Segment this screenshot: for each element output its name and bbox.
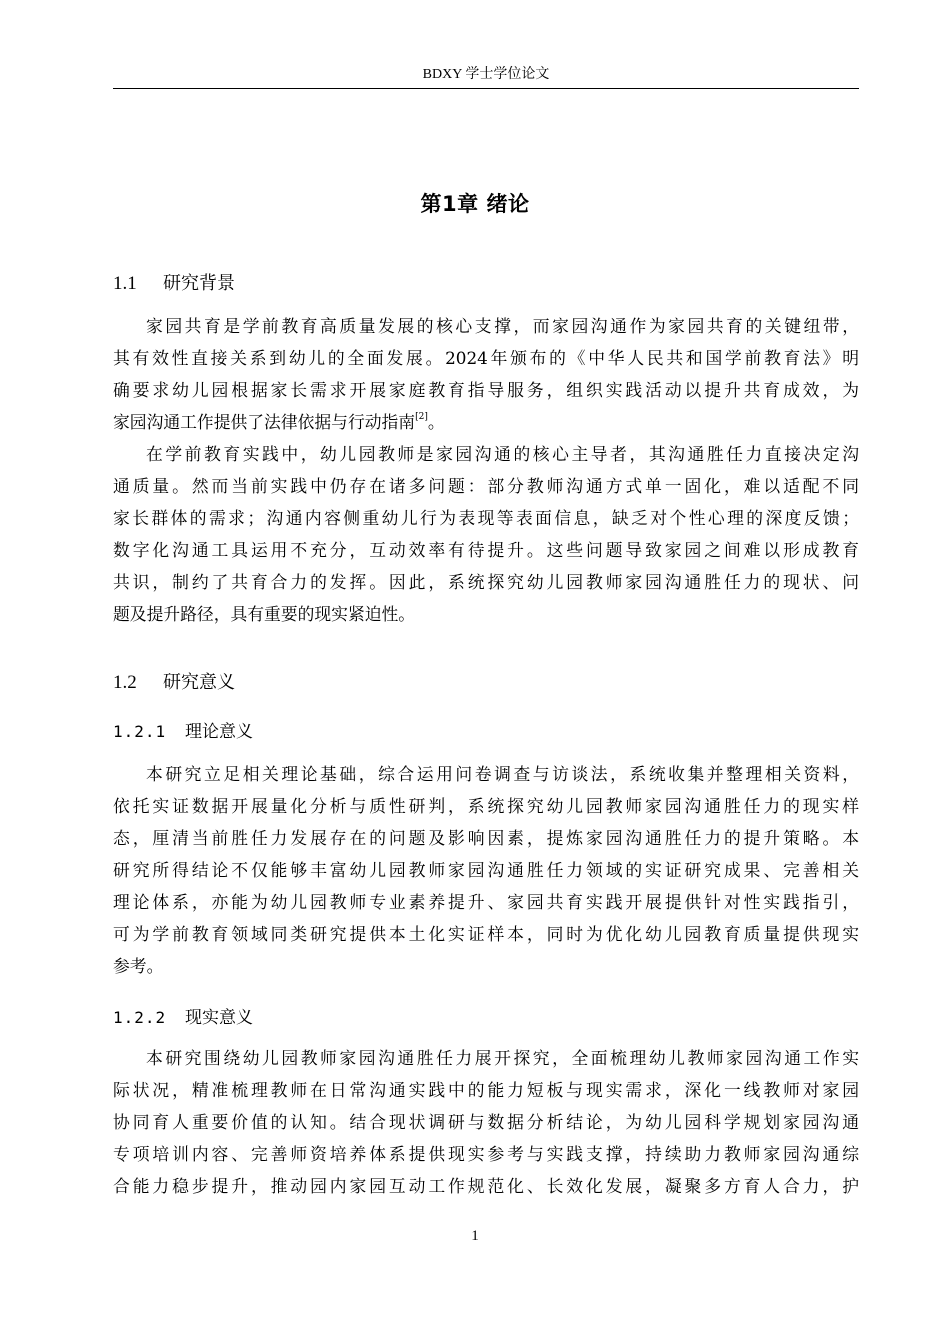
running-header xyxy=(113,66,859,89)
subsection-title: 现实意义 xyxy=(185,1008,253,1028)
paragraph-line: 依托实证数据开展量化分析与质性研判，系统探究幼儿园教师家园沟通胜任力的现实样 xyxy=(113,796,859,816)
page-number: 1 xyxy=(471,1228,479,1244)
subsection-number: 1.2.1 xyxy=(113,722,167,741)
paragraph-text: 家园沟通工作提供了法律依据与行动指南 xyxy=(113,412,416,432)
subsection-number: 1.2.2 xyxy=(113,1008,167,1027)
paragraph-line: 研究所得结论不仅能够丰富幼儿园教师家园沟通胜任力领域的实证研究成果、完善相关 xyxy=(113,860,859,880)
section-heading-1-1 xyxy=(113,270,235,296)
section-number: 1.2 xyxy=(113,672,137,693)
running-header-text: BDXY 学士学位论文 xyxy=(422,67,550,82)
paragraph-line: 合能力稳步提升，推动园内家园互动工作规范化、长效化发展，凝聚多方育人合力，护 xyxy=(113,1176,859,1196)
subsection-heading-1-2-2 xyxy=(113,1006,253,1030)
paragraph-line: 际状况，精准梳理教师在日常沟通实践中的能力短板与现实需求，深化一线教师对家园 xyxy=(113,1080,859,1100)
paragraph-line: 态，厘清当前胜任力发展存在的问题及影响因素，提炼家园沟通胜任力的提升策略。本 xyxy=(113,828,859,848)
paragraph-line xyxy=(113,406,859,438)
paragraph-line: 题及提升路径，具有重要的现实紧迫性。 xyxy=(113,604,416,624)
subsection-title: 理论意义 xyxy=(185,722,253,742)
chapter-title: 第1章 绪论 xyxy=(420,192,530,216)
section-heading-1-2 xyxy=(113,669,235,695)
paragraph-line: 专项培训内容、完善师资培养体系提供现实参考与实践支撑，持续助力教师家园沟通综 xyxy=(113,1144,859,1164)
paragraph-line: 其有效性直接关系到幼儿的全面发展。2024年颁布的《中华人民共和国学前教育法》明 xyxy=(113,348,859,368)
paragraph-line: 本研究围绕幼儿园教师家园沟通胜任力展开探究，全面梳理幼儿教师家园沟通工作实 xyxy=(146,1048,859,1068)
paragraph-line: 通质量。然而当前实践中仍存在诸多问题：部分教师沟通方式单一固化，难以适配不同 xyxy=(113,476,859,496)
section-number: 1.1 xyxy=(113,273,137,294)
paragraph-line: 确要求幼儿园根据家长需求开展家庭教育指导服务，组织实践活动以提升共育成效，为 xyxy=(113,380,859,400)
section-title: 研究背景 xyxy=(163,273,235,294)
paragraph-line: 家园共育是学前教育高质量发展的核心支撑，而家园沟通作为家园共育的关键纽带， xyxy=(146,316,859,336)
paragraph-line: 在学前教育实践中，幼儿园教师是家园沟通的核心主导者，其沟通胜任力直接决定沟 xyxy=(146,444,859,464)
paragraph-line: 本研究立足相关理论基础，综合运用问卷调查与访谈法，系统收集并整理相关资料， xyxy=(146,764,859,784)
paragraph-line: 参考。 xyxy=(113,956,164,976)
paragraph-line: 家长群体的需求；沟通内容侧重幼儿行为表现等表面信息，缺乏对个性心理的深度反馈； xyxy=(113,508,859,528)
citation: [2] xyxy=(415,412,428,423)
paragraph-line: 协同育人重要价值的认知。结合现状调研与数据分析结论，为幼儿园科学规划家园沟通 xyxy=(113,1112,859,1132)
paragraph-line: 可为学前教育领域同类研究提供本土化实证样本，同时为优化幼儿园教育质量提供现实 xyxy=(113,924,859,944)
paragraph-line: 共识，制约了共育合力的发挥。因此，系统探究幼儿园教师家园沟通胜任力的现状、问 xyxy=(113,572,859,592)
subsection-heading-1-2-1 xyxy=(113,720,253,744)
paragraph-line: 理论体系，亦能为幼儿园教师专业素养提升、家园共育实践开展提供针对性实践指引， xyxy=(113,892,859,912)
paragraph-text: 。 xyxy=(427,412,445,432)
section-title: 研究意义 xyxy=(163,672,235,693)
paragraph-line: 数字化沟通工具运用不充分，互动效率有待提升。这些问题导致家园之间难以形成教育 xyxy=(113,540,859,560)
